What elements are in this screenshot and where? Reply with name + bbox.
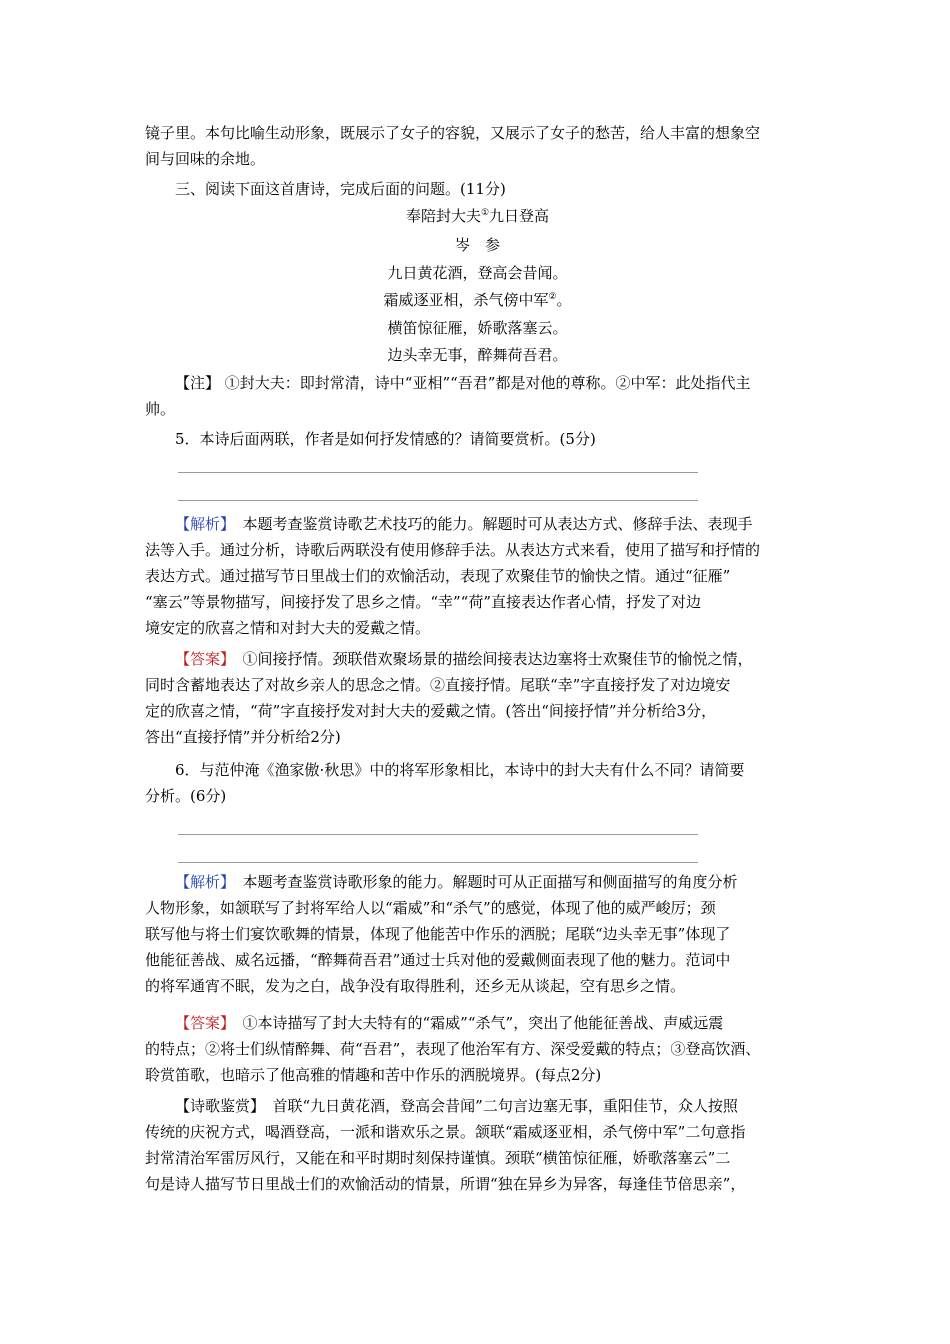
appreciation-tag: 【诗歌鉴赏】 <box>175 1097 258 1115</box>
poem-author <box>145 232 810 258</box>
poem-title-main: 奉陪封大夫 <box>405 207 481 225</box>
question-5-analysis <box>145 511 810 641</box>
appreciation-line: 封常清治军雷厉风行，又能在和平时期时刻保持谨慎。颈联“横笛惊征雁，娇歌落塞云”二 <box>145 1149 731 1167</box>
appreciation-line: 传统的庆祝方式，喝酒登高，一派和谐欢乐之景。颔联“霜威逐亚相，杀气傍中军”二句意指 <box>145 1123 746 1141</box>
answer-line: 聆赏笛歌，也暗示了他高雅的情趣和苦中作乐的洒脱境界。(每点2分) <box>145 1066 602 1084</box>
question-6-analysis <box>145 869 810 999</box>
poem-title-footnote-mark: ① <box>480 208 490 218</box>
section-3-heading <box>145 176 810 202</box>
analysis-tag: 【解析】 <box>175 515 228 533</box>
intro-line-2: 间与回味的余地。 <box>145 150 266 168</box>
poem-notes <box>145 370 810 422</box>
poem-line <box>145 315 810 341</box>
poem-line-2: 霜威逐亚相，杀气傍中军 <box>383 291 549 309</box>
answer-line: ①间接抒情。颈联借欢聚场景的描绘间接表达边塞将士欢聚佳节的愉悦之情， <box>227 650 753 668</box>
answer-line: 同时含蓄地表达了对故乡亲人的思念之情。②直接抒情。尾联“幸”字直接抒发了对边境安 <box>145 676 731 694</box>
poem-line-4: 边头幸无事，醉舞荷吾君。 <box>387 346 568 364</box>
answer-line: ①本诗描写了封大夫特有的“霜威”“杀气”，突出了他能征善战、声威远震 <box>227 1014 724 1032</box>
answer-line: 的特点；②将士们纵情醉舞、荷“吾君”，表现了他治军有方、深受爱戴的特点；③登高饮酒、 <box>145 1040 761 1058</box>
answer-line: 定的欣喜之情，“荷”字直接抒发对封大夫的爱戴之情。(答出“间接抒情”并分析给3分， <box>145 702 717 720</box>
question-6-line-2: 分析。(6分) <box>145 787 227 805</box>
poem-author-text: 岑 参 <box>454 236 500 254</box>
analysis-tag: 【解析】 <box>175 873 228 891</box>
analysis-line: 本题考查鉴赏诗歌形象的能力。解题时可从正面描写和侧面描写的角度分析 <box>227 873 738 891</box>
analysis-line: “塞云”等景物描写，间接抒发了思乡之情。“幸”“荷”直接表达作者心情，抒发了对边 <box>145 593 702 611</box>
question-6-answer <box>145 1010 810 1088</box>
poem-line-3: 横笛惊征雁，娇歌落塞云。 <box>387 319 568 337</box>
intro-text <box>145 120 810 172</box>
note-line-2: 帅。 <box>145 400 176 418</box>
poem-title-rest: 九日登高 <box>489 207 550 225</box>
answer-line: 答出“直接抒情”并分析给2分) <box>145 728 341 746</box>
question-6-line-1: 6．与范仲淹《渔家傲·秋思》中的将军形象相比，本诗中的封大夫有什么不同？请简要 <box>175 761 745 779</box>
answer-blank-line <box>178 834 698 835</box>
section-3-heading-text: 三、阅读下面这首唐诗，完成后面的问题。(11分) <box>175 180 506 198</box>
poem-line <box>145 342 810 368</box>
answer-blank-line <box>178 862 698 863</box>
analysis-line: 表达方式。通过描写节日里战士们的欢愉活动，表现了欢聚佳节的愉快之情。通过“征雁” <box>145 567 731 585</box>
analysis-line: 他能征善战、威名远播，“醉舞荷吾君”通过士兵对他的爱戴侧面表现了他的魅力。范词中 <box>145 951 731 969</box>
analysis-line: 本题考查鉴赏诗歌艺术技巧的能力。解题时可从表达方式、修辞手法、表现手 <box>227 515 753 533</box>
intro-line-1: 镜子里。本句比喻生动形象，既展示了女子的容貌，又展示了女子的愁苦，给人丰富的想象空 <box>145 124 761 142</box>
poem-title <box>145 203 810 229</box>
poem-line <box>145 287 810 313</box>
question-5 <box>145 426 810 452</box>
analysis-line: 的将军通宵不眠，发为之白，战争没有取得胜利，还乡无从谈起，空有思乡之情。 <box>145 977 686 995</box>
note-line-1: 【注】 ①封大夫：即封常清，诗中“亚相”“吾君”都是对他的尊称。②中军：此处指代主 <box>175 374 751 392</box>
poem-line-2-footnote-mark: ② <box>548 292 557 302</box>
analysis-line: 境安定的欣喜之情和对封大夫的爱戴之情。 <box>145 619 431 637</box>
poem-line-2-tail: 。 <box>556 291 572 309</box>
answer-blank-line <box>178 500 698 501</box>
analysis-line: 人物形象，如颔联写了封将军给人以“霜威”和“杀气”的感觉，体现了他的威严峻厉；颈 <box>145 899 716 917</box>
poem-line-1: 九日黄花酒，登高会昔闻。 <box>387 264 568 282</box>
poem-appreciation <box>145 1093 810 1197</box>
question-5-text: 5．本诗后面两联，作者是如何抒发情感的？请简要赏析。(5分) <box>175 430 596 448</box>
analysis-line: 法等入手。通过分析，诗歌后两联没有使用修辞手法。从表达方式来看，使用了描写和抒情的 <box>145 541 761 559</box>
question-6 <box>145 757 810 809</box>
answer-tag: 【答案】 <box>175 1014 228 1032</box>
answer-blank-line <box>178 472 698 473</box>
question-5-answer <box>145 646 810 750</box>
answer-tag: 【答案】 <box>175 650 228 668</box>
appreciation-line: 首联“九日黄花酒，登高会昔闻”二句言边塞无事，重阳佳节，众人按照 <box>257 1097 738 1115</box>
analysis-line: 联写他与将士们宴饮歌舞的情景，体现了他能苦中作乐的洒脱；尾联“边头幸无事”体现了 <box>145 925 731 943</box>
poem-line <box>145 260 810 286</box>
appreciation-line: 句是诗人描写节日里战士们的欢愉活动的情景，所谓“独在异乡为异客，每逢佳节倍思亲”， <box>145 1175 746 1193</box>
